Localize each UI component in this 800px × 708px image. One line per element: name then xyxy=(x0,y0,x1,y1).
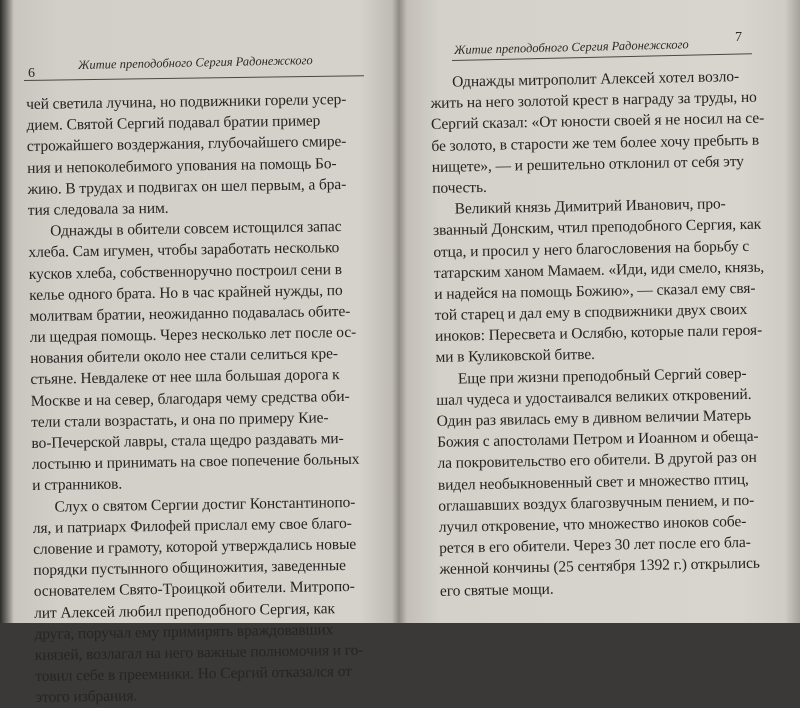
header-rule xyxy=(24,75,364,81)
text-line: видел необыкновенный свет и множество птиц, xyxy=(437,470,749,494)
running-head: Житие преподобного Сергия Радонежского xyxy=(453,37,689,57)
text-line: словение и грамоту, которой утверждались новые xyxy=(33,535,357,558)
running-head: Житие преподобного Сергия Радонежского xyxy=(77,53,313,72)
text-line: лостыню и принимать на свое попечение больных xyxy=(31,450,360,474)
text-line: дием. Святой Сергий подавал братии пример xyxy=(26,112,321,135)
text-line: той старец и дал ему в сподвижники двух своих xyxy=(434,301,748,325)
text-line: шал чудеса и удостаивался великих откровений. xyxy=(436,385,752,409)
text-line: ми в Куликовской битве. xyxy=(435,346,595,367)
text-line: ли щедрая помощь. Через несколько лет после ос- xyxy=(29,323,357,347)
text-line: нования обители около нее стали селиться кре- xyxy=(30,345,339,368)
text-line: бе золото, в старости же тем более хочу пребыть в xyxy=(431,131,760,155)
text-line: Великий князь Димитрий Иванович, про- xyxy=(454,195,726,218)
text-line: Еще при жизни преподобный Сергий совер- xyxy=(457,364,747,388)
text-line: и странников. xyxy=(32,475,123,495)
text-line: иноков: Пересвета и Ослябю, которые пали героя- xyxy=(434,321,763,346)
text-line: хлеба. Сам игумен, чтобы заработать несколько xyxy=(28,239,340,262)
page-number: 6 xyxy=(28,66,35,81)
page-number: 7 xyxy=(735,30,742,45)
left-page xyxy=(0,0,400,707)
text-line: этого избрания. xyxy=(35,687,138,707)
text-line: лит Алексей любил преподобного Сергия, как xyxy=(34,599,335,622)
text-line: порядки пустынного общиножития, заведенные xyxy=(33,557,346,580)
text-line: Однажды митрополит Алексей хотел возло- xyxy=(452,68,740,91)
text-line: друга, поручал ему примирять враждовавших xyxy=(34,620,334,643)
text-line: молитвам братии, неожиданно подавалась обите- xyxy=(29,302,351,325)
text-line: кусков хлеба, собственноручно построил сени в xyxy=(28,260,342,283)
text-line: князей, возлагал на него важные полномочия и го- xyxy=(34,641,364,664)
text-line: Однажды в обители совсем истощился запас xyxy=(50,218,342,240)
text-line: званный Донским, чтил преподобного Сергия, как xyxy=(432,215,762,240)
text-line: жить на него золотой крест в награду за труды, но xyxy=(430,88,757,113)
text-line: Слух о святом Сергии достиг Константинопо- xyxy=(54,493,356,516)
text-line: жию. В трудах и подвигах он шел первым, а бра- xyxy=(27,175,347,198)
text-line: оглашавших воздух благозвучным пением, и по- xyxy=(438,491,755,515)
text-line: ля, и патриарх Филофей прислал ему свое благо- xyxy=(32,514,352,537)
text-line: основателем Свято-Троицкой обители. Митропо- xyxy=(33,578,355,601)
text-line: келье одного брата. Но в час крайней нужды, по xyxy=(29,281,343,304)
text-line: ла покровительство его обители. В другой раз он xyxy=(437,449,757,473)
text-line: Один раз явилась ему в дивном величии Матерь xyxy=(436,406,752,430)
text-line: во-Печерской лавры, стала щедро раздавать ми- xyxy=(31,430,344,452)
text-line: тия следовала за ним. xyxy=(27,199,169,219)
right-page xyxy=(400,0,800,623)
text-line: отца, и просил у него благословения на борьбу с xyxy=(433,237,750,261)
text-line: рется в его обители. Через 30 лет после его бла- xyxy=(438,534,751,558)
text-line: Москве и на север, благодаря чему средства оби- xyxy=(30,387,350,410)
text-line: товил себе в преемники. Но Сергий отказался от xyxy=(35,663,352,685)
text-line: строжайшего воздержания, глубочайшего смире- xyxy=(26,133,347,156)
text-line: тели стали возрастать, и она по примеру Кие- xyxy=(31,409,329,431)
text-line: татарским ханом Мамаем. «Иди, иди смело, князь, xyxy=(433,258,765,282)
text-line: нищете», — и решительно отклонил от себя эту xyxy=(431,152,745,176)
body-text xyxy=(430,66,765,602)
text-line: лучил откровение, что множество иноков собе- xyxy=(438,512,747,536)
text-line: его святые мощи. xyxy=(439,580,554,600)
text-line: стьяне. Невдалеке от нее шла большая дорога к xyxy=(30,366,340,389)
text-line: женной кончины (25 сентября 1392 г.) открылись xyxy=(439,555,760,579)
text-line: Сергий сказал: «От юности своей я не носил на се- xyxy=(430,109,765,134)
text-line: почесть. xyxy=(432,178,487,197)
text-line: и надейся на помощь Божию», — сказал ему свя- xyxy=(434,279,756,303)
text-line: Божия с апостолами Петром и Иоанном и обеща- xyxy=(436,427,759,452)
text-line: чей светила лучина, но подвижники горели усер- xyxy=(26,90,347,113)
text-line: ния и непоколебимого упования на помощь Бо- xyxy=(27,154,337,177)
body-text xyxy=(26,89,376,708)
